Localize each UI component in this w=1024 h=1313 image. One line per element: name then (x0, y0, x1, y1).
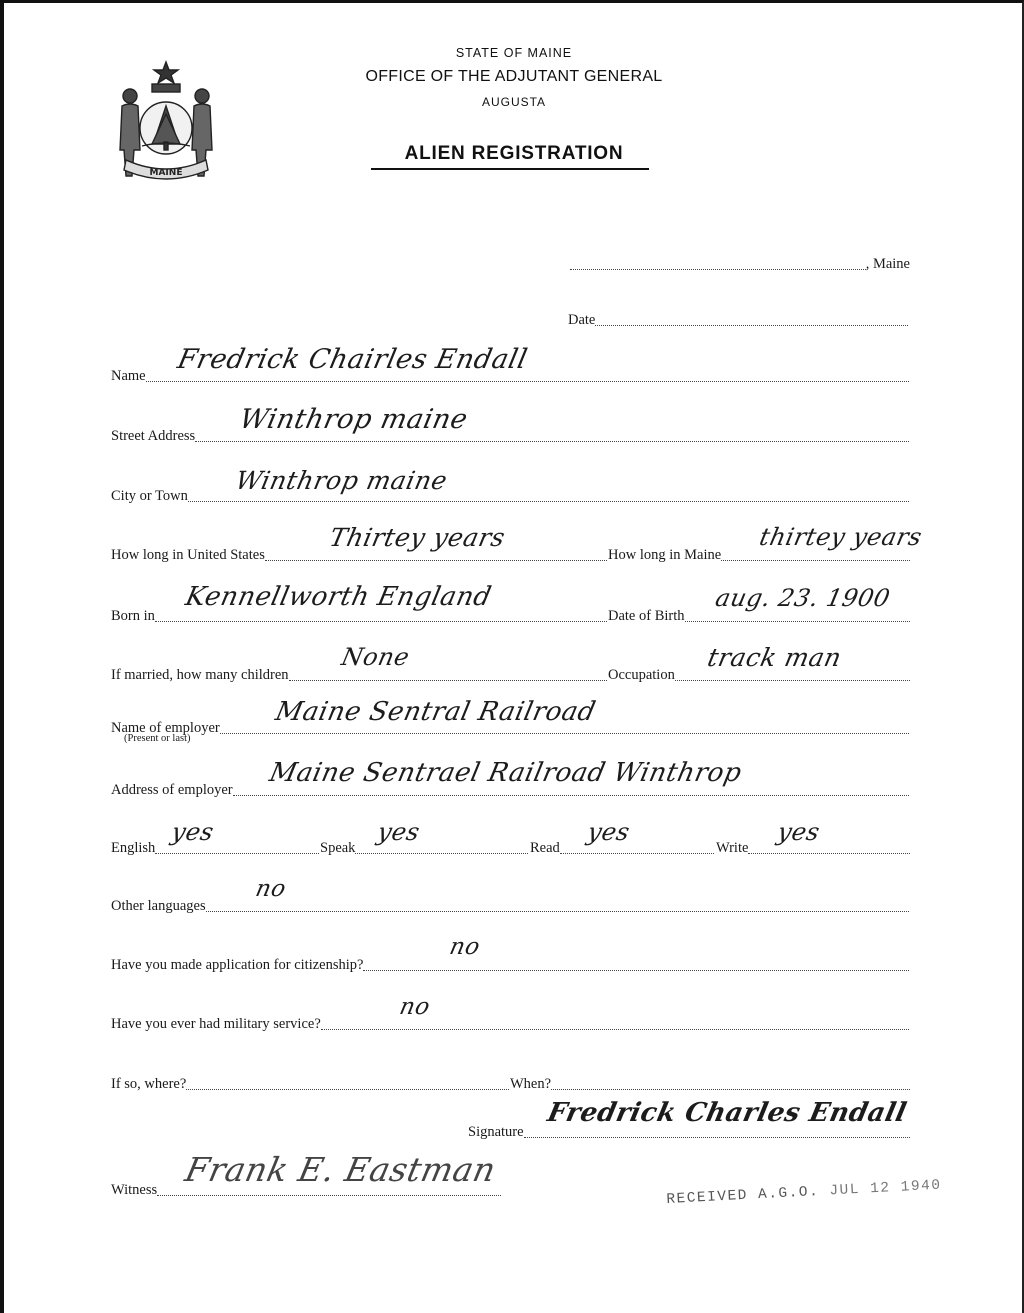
signature-value: Fredrick Charles Endall (544, 1098, 910, 1128)
witness-label: Witness (111, 1182, 158, 1198)
how-long-maine-label: How long in Maine (608, 547, 722, 563)
military-field (111, 1002, 909, 1036)
received-stamp-date: JUL 12 1940 (829, 1177, 942, 1200)
office-heading: OFFICE OF THE ADJUTANT GENERAL (365, 68, 663, 85)
city-heading: AUGUSTA (481, 95, 547, 109)
children-value: None (339, 643, 413, 671)
dob-label: Date of Birth (608, 608, 685, 624)
when-field (510, 1062, 910, 1096)
born-in-value: Kennellworth England (182, 582, 495, 612)
employer-address-value: Maine Sentrael Railroad Winthrop (266, 758, 745, 788)
date-line (595, 324, 908, 326)
military-label: Have you ever had military service? (111, 1016, 321, 1032)
signature-label: Signature (468, 1124, 524, 1140)
employer-value: Maine Sentral Railroad (272, 697, 599, 727)
employer-label: Name of employer (111, 720, 220, 736)
other-languages-value: no (253, 876, 289, 902)
when-label: When? (510, 1076, 552, 1092)
born-in-label: Born in (111, 608, 155, 624)
how-long-us-label: How long in United States (111, 547, 265, 563)
how-long-maine-value: thirtey years (757, 523, 925, 551)
place-field (570, 242, 910, 276)
city-value: Winthrop maine (232, 466, 451, 495)
military-value: no (397, 994, 433, 1020)
received-stamp-text: RECEIVED A.G.O. (666, 1183, 820, 1208)
street-value: Winthrop maine (236, 404, 471, 435)
citizenship-field (111, 943, 909, 977)
citizenship-label: Have you made application for citizenship? (111, 957, 364, 973)
maine-state-seal (112, 56, 220, 188)
speak-label: Speak (320, 840, 356, 856)
where-label: If so, where? (111, 1076, 187, 1092)
children-label: If married, how many children (111, 667, 289, 683)
state-heading: STATE OF MAINE (455, 46, 573, 60)
employer-address-label: Address of employer (111, 782, 233, 798)
name-value: Fredrick Chairles Endall (174, 344, 531, 375)
street-label: Street Address (111, 428, 196, 444)
occupation-label: Occupation (608, 667, 675, 683)
place-line (570, 268, 866, 270)
title-underline (371, 168, 649, 170)
where-field (111, 1062, 509, 1096)
speak-field (320, 826, 528, 860)
form-title: ALIEN REGISTRATION (404, 143, 624, 164)
employer-sublabel: (Present or last) (124, 733, 191, 744)
english-value: yes (169, 818, 217, 846)
read-label: Read (530, 840, 560, 856)
english-label: English (111, 840, 156, 856)
city-label: City or Town (111, 488, 188, 504)
date-label: Date (568, 312, 596, 328)
witness-value: Frank E. Eastman (181, 1150, 500, 1189)
dob-value: aug. 23. 1900 (713, 584, 893, 612)
name-label: Name (111, 368, 146, 384)
occupation-value: track man (704, 643, 845, 672)
read-value: yes (585, 818, 633, 846)
street-field (111, 414, 909, 448)
date-field (568, 298, 908, 332)
write-label: Write (716, 840, 749, 856)
write-value: yes (775, 818, 823, 846)
how-long-us-value: Thirtey years (326, 523, 508, 552)
speak-value: yes (375, 818, 423, 846)
other-languages-field (111, 884, 909, 918)
city-field (111, 474, 909, 508)
place-suffix: , Maine (865, 256, 910, 272)
citizenship-value: no (447, 934, 483, 960)
english-field (111, 826, 319, 860)
svg-text:MAINE: MAINE (149, 168, 183, 178)
other-languages-label: Other languages (111, 898, 206, 914)
